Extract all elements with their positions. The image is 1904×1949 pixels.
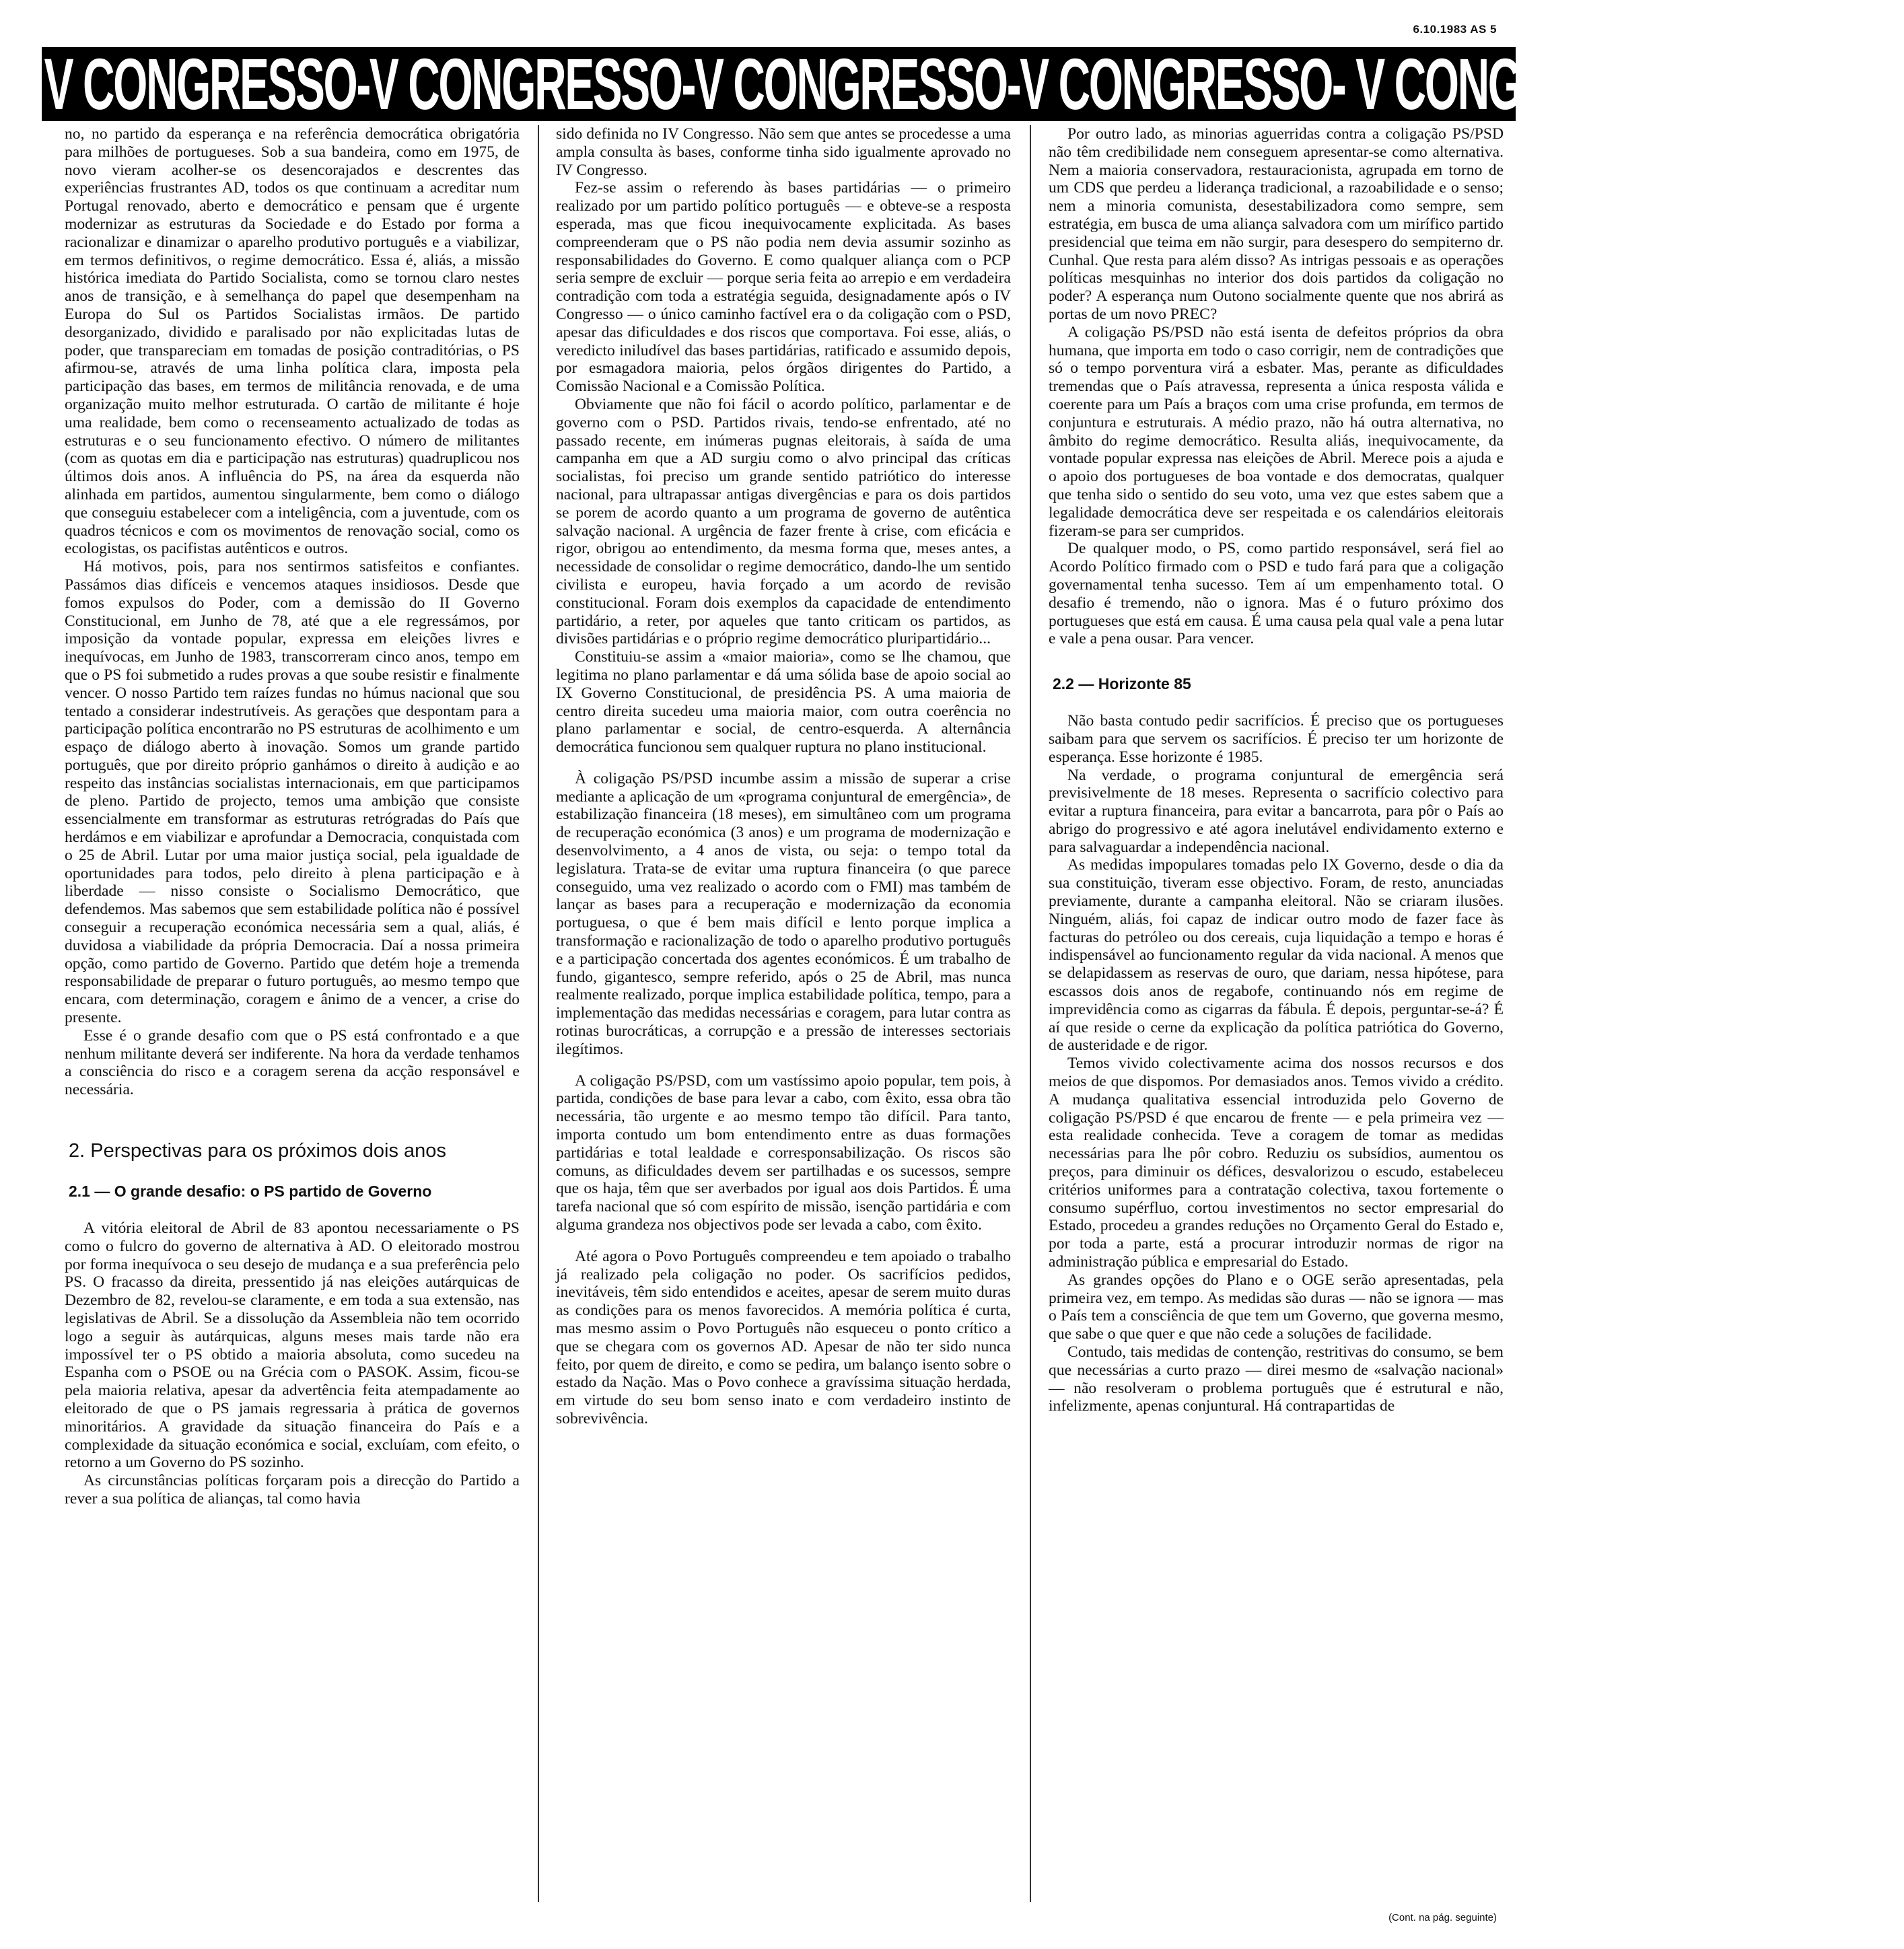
subsection-title: O grande desafio: o PS partido de Governo xyxy=(114,1182,432,1201)
column-rule-right xyxy=(1030,125,1031,1902)
banner-text: V CONGRESSO-V CONGRESSO-V CONGRESSO-V CONGRESSO- V CONGRESSO-V CONGRE xyxy=(44,43,1904,125)
paragraph: As circunstâncias políticas forçaram pois a direcção do Partido a rever a sua política de alianças, tal como havia xyxy=(65,1472,520,1508)
paragraph: Fez-se assim o referendo às bases partidárias — o primeiro realizado por um partido político português — e obteve-se a resposta esperada, mas que ficou inequivocamente explicitada. As bases compreenderam que o PS não podia nem devia assumir sozinho as responsabilidades do Governo. E como qualquer aliança com o PCP seria sempre de excluir — porque seria feita ao arrepio e em verdadeira contradição com toda a estratégia seguida, designadamente após o IV Congresso — o único caminho factível era o da coligação com o PSD, apesar das dificuldades e dos riscos que comportava. Foi esse, aliás, o veredicto iniludível das bases partidárias, ratificado e assumido depois, por esmagadora maioria, pelos órgãos dirigentes do Partido, a Comissão Nacional e a Comissão Política. xyxy=(556,179,1011,396)
paragraph: Esse é o grande desafio com que o PS está confrontado e a que nenhum militante deverá ser indiferente. Na hora da verdade tenhamos a consciência do risco e a coragem serena da acção responsável e necessária. xyxy=(65,1026,520,1099)
paragraph: À coligação PS/PSD incumbe assim a missão de superar a crise mediante a aplicação de um «programa conjuntural de emergência», de estabilização financeira (18 meses), em simultâneo com um programa de recuperação económica (3 anos) e um programa de modernização e desenvolvimento, a 4 anos de vista, ou seja: o tempo total da legislatura. Trata-se de evitar uma ruptura financeira (o que parece conseguido, uma vez realizado o acordo com o FMI) mas também de lançar as bases para a recuperação e modernização da economia portuguesa, o que é bem mais difícil e lento porque implica a transformação e racionalização de todo o aparelho produtivo português e a participação concertada dos agentes económicos. É um trabalho de fundo, gigantesco, sempre referido, após o 25 de Abril, mas nunca realmente realizado, porque implica estabilidade política, tempo, para a implementação das medidas necessárias e coragem, para lutar contra as rotinas burocráticas, a corrupção e a pressão de interesses sectoriais ilegítimos. xyxy=(556,769,1011,1058)
subsection-number: 2.1 — xyxy=(69,1182,114,1201)
paragraph: Por outro lado, as minorias aguerridas contra a coligação PS/PSD não têm credibilidade nem conseguem apresentar-se como alternativa. Nem a maioria conservadora, restauracionista, agrupada em torno de um CDS que perdeu a liderança tradicional, a razoabilidade e o senso; nem a minoria comunista, desestabilizadora como sempre, sem estratégia, em busca de uma aliança salvadora com um mirífico partido presidencial que teima em não surgir, para desespero do sempiterno dr. Cunhal. Que resta para além disso? As intrigas pessoais e as operações políticas mesquinhas no interior dos dois partidos da coligação no poder? A esperança num Outono socialmente quente que nos abrirá as portas de um novo PREC? xyxy=(1049,125,1504,323)
paragraph: no, no partido da esperança e na referência democrática obrigatória para milhões de portugueses. Sob a sua bandeira, como em 1975, de novo vieram acolher-se os desencorajados e descrentes das experiências frustrantes AD, todos os que continuam a acreditar num Portugal renovado, aberto e democrático e pensam que é urgente modernizar as estruturas da Sociedade e do Estado por forma a racionalizar e dinamizar o aparelho produtivo português e a viabilizar, em termos definitivos, o regime democrático. Essa é, aliás, a missão histórica imediata do Partido Socialista, como se tornou claro nestes anos de transição, e à semelhança do papel que desempenham na Europa do Sul os Partidos Socialistas irmãos. De partido desorganizado, dividido e paralisado por não explicitadas lutas de poder, que transpareciam em tomadas de posição contraditórias, o PS afirmou-se, através de uma linha política clara, imposta pela participação das bases, em termos de militância renovada, e de uma organização muito melhor estruturada. O cartão de militante é hoje uma realidade, bem como o recenseamento actualizado de todas as estruturas e o seu funcionamento efectivo. O número de militantes (com as quotas em dia e participação nas estruturas) quadruplicou nos últimos dois anos. A influência do PS, na área da esquerda não alinhada em partidos, aumentou singularmente, bem como o diálogo que conseguiu estabelecer com a inteligência, com a juventude, com os quadros técnicos e com os movimentos de renovação social, como os ecologistas, os pacifistas autênticos e outros. xyxy=(65,125,520,558)
paragraph: As medidas impopulares tomadas pelo IX Governo, desde o dia da sua constituição, tiveram esse objectivo. Foram, de resto, anunciadas previamente, durante a campanha eleitoral. Não se criaram ilusões. Ninguém, aliás, foi capaz de indicar outro modo de fazer face às facturas do petróleo ou dos cereais, cuja liquidação a tempo e horas é indispensável ao funcionamento regular da vida nacional. A menos que se delapidassem as reservas de ouro, que dariam, nessa hipótese, para escassos dois anos de regabofe, continuando nós em regime de imprevidência como as cigarras da fábula. É depois, perguntar-se-á? É aí que reside o cerne da explicação da política patriótica do Governo, de austeridade e de rigor. xyxy=(1049,856,1504,1055)
continued-note: (Cont. na pág. seguinte) xyxy=(1388,1912,1497,1923)
paragraph: A coligação PS/PSD, com um vastíssimo apoio popular, tem pois, à partida, condições de base para levar a cabo, com êxito, essa obra tão necessária, tão urgente e ao mesmo tempo tão difícil. Para tanto, importa contudo um bom entendimento entre as duas formações partidárias e total lealdade e corresponsabilização. Os riscos são comuns, as dificuldades devem ser partilhadas e os sucessos, sempre que os haja, têm que ser averbados por igual aos dois Partidos. É uma tarefa nacional que só com espírito de missão, isenção partidária e com alguma grandeza nos objectivos pode ser levada a cabo, com êxito. xyxy=(556,1071,1011,1234)
paragraph: Contudo, tais medidas de contenção, restritivas do consumo, se bem que necessárias a curto prazo — direi mesmo de «salvação nacional» — não resolveram o problema português que é estrutural e não, infelizmente, apenas conjuntural. Há contrapartidas de xyxy=(1049,1343,1504,1415)
paragraph: Obviamente que não foi fácil o acordo político, parlamentar e de governo com o PSD. Partidos rivais, tendo-se enfrentado, até no passado recente, em inúmeras pugnas eleitorais, à saída de uma campanha em que a AD surgiu como o alvo principal das críticas socialistas, foi preciso um grande sentido patriótico do interesse nacional, para ultrapassar antigas divergências e para os dois partidos se porem de acordo quanto a um programa de governo de autêntica salvação nacional. A urgência de fazer frente à crise, com eficácia e rigor, obrigou ao entendimento, da mesma forma que, meses antes, a necessidade de consolidar o regime democrático, dando-lhe um sentido civilista e europeu, havia forçado a um acordo de revisão constitucional. Foram dois exemplos da capacidade de entendimento partidário, a reter, por aqueles que tanto criticam os partidos, as divisões partidárias e o próprio regime democrático pluripartidário... xyxy=(556,395,1011,648)
paragraph: As grandes opções do Plano e o OGE serão apresentadas, pela primeira vez, em tempo. As medidas são duras — não se ignora — mas o País tem a consciência de que tem um Governo, que governa mesmo, que sabe o que quer e que não cede a soluções de facilidade. xyxy=(1049,1271,1504,1343)
paragraph: A vitória eleitoral de Abril de 83 apontou necessariamente o PS como o fulcro do governo de alternativa à AD. O eleitorado mostrou por forma inequívoca o seu desejo de mudança e a sua preferência pelo PS. O fracasso da direita, pressentido já nas eleições autárquicas de Dezembro de 82, revelou-se claramente, e em toda a sua extensão, nas legislativas de Abril. Se a dissolução da Assembleia não tem ocorrido logo a seguir às autárquicas, alguns meses mais tarde não era impossível ter o PS obtido a maioria absoluta, como sucedeu na Espanha com o PSOE ou na Grécia com o PASOK. Assim, ficou-se pela maioria relativa, apesar da advertência feita atempadamente ao eleitorado de que o PS jamais regressaria à prática de governos minoritários. A gravidade da situação financeira do País e a complexidade da situação económica e social, excluíam, com efeito, o retorno a um Governo do PS sozinho. xyxy=(65,1219,520,1472)
paragraph: Até agora o Povo Português compreendeu e tem apoiado o trabalho já realizado pela coligação no poder. Os sacrifícios pedidos, inevitáveis, têm sido entendidos e aceites, apesar de serem muito duras as condições para os menos favorecidos. A memória política é curta, mas mesmo assim o Povo Português não esqueceu o ponto crítico a que se chegara com os governos AD. Apesar de não ter sido nunca feito, por quem de direito, e como se pedira, um balanço isento sobre o estado da Nação. Mas o Povo conhece a gravíssima situação herdada, em virtude do seu bom senso inato e com verdadeiro instinto de sobrevivência. xyxy=(556,1247,1011,1427)
paragraph: Há motivos, pois, para nos sentirmos satisfeitos e confiantes. Passámos dias difíceis e vencemos ataques insidiosos. Desde que fomos expulsos do Poder, com a demissão do II Governo Constitucional, em Junho de 78, até que a ele regressámos, por imposição da vontade popular, expressa em eleições livres e inequívocas, em Junho de 1983, transcorreram cinco anos, tempo em que o PS foi submetido a rudes provas a que soube resistir e finalmente vencer. O nosso Partido tem raízes fundas no húmus nacional que sou tentado a considerar indestrutíveis. As gerações que despontam para a participação política encontrarão no PS estruturas de acolhimento e um espaço de diálogo aberto à inovação. Somos um grande partido português, que por direito próprio ganhámos o direito à audição e ao respeito das instâncias socialistas internacionais, em que participamos de pleno. Partido de projecto, temos uma ambição que consiste essencialmente em transformar as estruturas retrógradas do País que herdámos e em viabilizar e aprofundar a Democracia, conquistada com o 25 de Abril. Lutar por uma maior justiça social, pela igualdade de oportunidades para todos, pelo direito à plena participação e à liberdade — nisso consiste o Socialismo Democrático, que defendemos. Mas sabemos que sem estabilidade política não é possível conseguir a recuperação económica necessária sem a qual, aliás, é duvidosa a viabilidade da própria Democracia. Daí a nossa primeira opção, como partido de Governo. Partido que detém hoje a tremenda responsabilidade de preparar o futuro português, ao mesmo tempo que encara, com determinação, coragem e ânimo de a vencer, a crise do presente. xyxy=(65,558,520,1027)
column-3 xyxy=(1049,125,1504,1922)
paragraph: sido definida no IV Congresso. Não sem que antes se procedesse a uma ampla consulta às bases, conforme tinha sido igualmente aprovado no IV Congresso. xyxy=(556,125,1011,179)
column-2 xyxy=(556,125,1011,1922)
subsection-heading xyxy=(69,1182,520,1201)
subsection-heading xyxy=(1053,675,1504,693)
dateline: 6.10.1983 AS 5 xyxy=(1413,23,1497,36)
paragraph: Temos vivido colectivamente acima dos nossos recursos e dos meios de que dispomos. Por demasiados anos. Temos vivido a crédito. A mudança qualitativa essencial introduzida pelo Governo de coligação PS/PSD é que encarou de frente — e pela primeira vez — esta realidade conhecida. Teve a coragem de tomar as medidas necessárias para lhe pôr cobro. Reduziu os subsídios, aumentou os preços, para diminuir os défices, desvalorizou o escudo, estabeleceu critérios uniformes para a contratação colectiva, taxou fortemente o consumo supérfluo, cortou investimentos no sector empresarial do Estado, procedeu a grandes reduções no Orçamento Geral do Estado e, por toda a parte, está a procurar introduzir normas de rigor na administração pública e empresarial do Estado. xyxy=(1049,1055,1504,1271)
paragraph: Na verdade, o programa conjuntural de emergência será previsivelmente de 18 meses. Representa o sacrifício colectivo para evitar a ruptura financeira, para evitar a bancarrota, para pôr o País ao abrigo do progressivo e até agora inelutável endividamento externo e para salvaguardar a independência nacional. xyxy=(1049,766,1504,856)
paragraph: De qualquer modo, o PS, como partido responsável, será fiel ao Acordo Político firmado com o PSD e tudo fará para que a coligação governamental tenha sucesso. Tem aí um empenhamento total. O desafio é tremendo, não o ignora. Mas é o futuro próximo dos portugueses que está em causa. É uma causa pela qual vale a pena lutar e vale a pena ousar. Para vencer. xyxy=(1049,540,1504,648)
subsection-title: 2.2 — Horizonte 85 xyxy=(1053,675,1191,693)
paragraph: A coligação PS/PSD não está isenta de defeitos próprios da obra humana, que importa em todo o caso corrigir, nem de contradições que só o tempo porventura virá a esbater. Mas, perante as dificuldades tremendas que o País atravessa, representa a única resposta válida e coerente para um País a braços com uma crise profunda, em termos de conjuntura e estruturais. A médio prazo, não há outra alternativa, no âmbito do regime democrático. Resulta aliás, inequivocamente, da vontade popular expressa nas eleições de Abril. Merece pois a ajuda e o apoio dos portugueses de boa vontade e dos democratas, qualquer que tenha sido o sentido do seu voto, uma vez que estes sabem que a legalidade democrática deve ser respeitada e os calendários eleitorais fizeram-se para ser cumpridos. xyxy=(1049,323,1504,540)
paragraph: Constituiu-se assim a «maior maioria», como se lhe chamou, que legitima no plano parlamentar e dá uma sólida base de apoio social ao IX Governo Constitucional, de presidência PS. A uma maioria de centro direita sucedeu uma maioria maior, com outra coerência no plano parlamentar e social, de centro-esquerda. A alternância democrática funcionou sem qualquer ruptura no plano institucional. xyxy=(556,648,1011,756)
section-heading: 2. Perspectivas para os próximos dois anos xyxy=(69,1140,446,1162)
column-rule-left xyxy=(538,125,539,1902)
paragraph: Não basta contudo pedir sacrifícios. É preciso que os portugueses saibam para que servem os sacrifícios. É preciso ter um horizonte de esperança. Esse horizonte é 1985. xyxy=(1049,712,1504,766)
banner xyxy=(42,43,1904,125)
column-1 xyxy=(65,125,520,1922)
